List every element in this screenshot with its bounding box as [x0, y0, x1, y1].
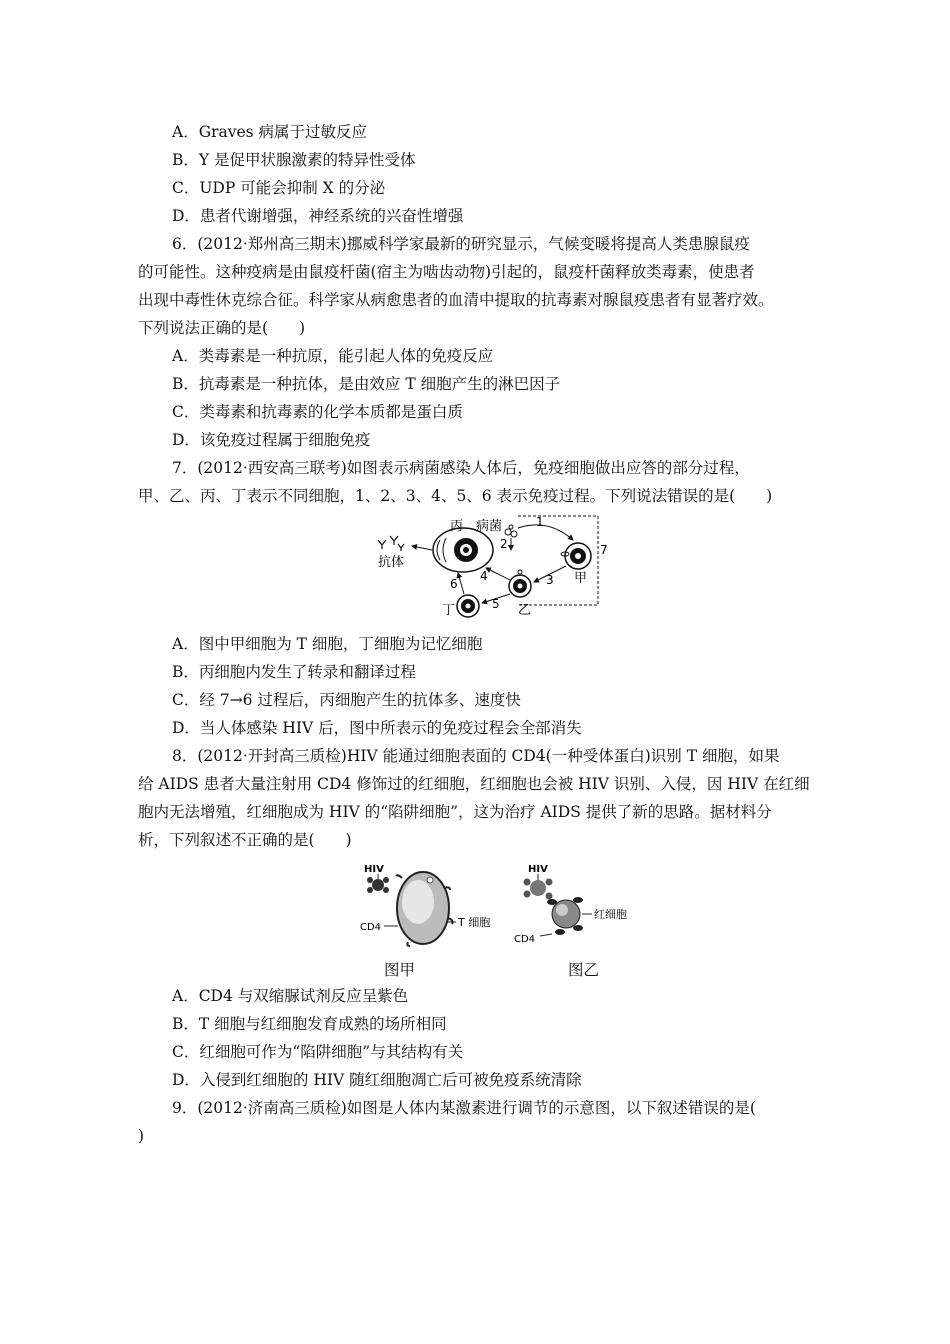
fig-a-hiv-label: HIV [364, 864, 384, 875]
label-6: 6 [450, 577, 458, 591]
q7-option-a: A．图中甲细胞为 T 细胞，丁细胞为记忆细胞 [172, 635, 483, 653]
label-kangti: 抗体 [378, 555, 405, 570]
q9-stem-line1: 9．(2012·济南高三质检)如图是人体内某激素进行调节的示意图，以下叙述错误的是( [172, 1099, 756, 1117]
q7-immune-diagram [368, 510, 618, 620]
label-7: 7 [600, 543, 608, 557]
bacteria-icon [505, 525, 517, 537]
label-1: 1 [536, 515, 544, 529]
red-blood-cell-icon [547, 897, 583, 935]
hiv-tcell-figure [358, 858, 498, 948]
t-cell-icon [396, 872, 453, 946]
label-bing: 丙 [450, 519, 464, 534]
q6-stem-line3: 出现中毒性休克综合征。科学家从病愈患者的血清中提取的抗毒素对腺鼠疫患者有显著疗效。 [138, 291, 774, 309]
q7-option-c: C．经 7→6 过程后，丙细胞产生的抗体多、速度快 [172, 691, 521, 709]
q8-option-d: D．入侵到红细胞的 HIV 随红细胞凋亡后可被免疫系统清除 [172, 1071, 582, 1089]
fig-b-hiv-label: HIV [528, 864, 548, 875]
q5-option-a: A．Graves 病属于过敏反应 [172, 123, 368, 141]
q6-option-d: D．该免疫过程属于细胞免疫 [172, 431, 371, 449]
label-ding: 丁 [442, 603, 456, 618]
q7-option-b: B．丙细胞内发生了转录和翻译过程 [172, 663, 416, 681]
label-jia: 甲 [574, 571, 588, 586]
q6-stem-line1: 6．(2012·郑州高三期末)挪威科学家最新的研究显示，气候变暖将提高人类患腺鼠疫 [172, 235, 750, 253]
hiv-virus-icon [367, 874, 389, 893]
fig-b-cd4-label: CD4 [514, 934, 536, 945]
label-2: 2 [500, 537, 508, 551]
q7-stem-line2: 甲、乙、丙、丁表示不同细胞，1、2、3、4、5、6 表示免疫过程。下列说法错误的是( ) [138, 487, 773, 505]
label-bingjun: 病菌 [476, 519, 503, 534]
q7-option-d: D．当人体感染 HIV 后，图中所表示的免疫过程会全部消失 [172, 719, 582, 737]
q8-stem-line2: 给 AIDS 患者大量注射用 CD4 修饰过的红细胞，红细胞也会被 HIV 识别、入侵，因 HIV 在红细 [138, 775, 810, 793]
q7-stem-line1: 7．(2012·西安高三联考)如图表示病菌感染人体后，免疫细胞做出应答的部分过程， [172, 459, 750, 477]
antibody-icon [378, 536, 404, 551]
q8-option-c: C．红细胞可作为“陷阱细胞”与其结构有关 [172, 1043, 464, 1061]
cell-jia [561, 543, 591, 569]
label-yi: 乙 [518, 603, 532, 618]
fig-a-cd4-label: CD4 [360, 922, 382, 933]
q6-stem-line4: 下列说法正确的是( ) [138, 319, 306, 337]
figure-b-caption: 图乙 [568, 961, 600, 979]
q6-option-a: A．类毒素是一种抗原，能引起人体的免疫反应 [172, 347, 494, 365]
label-4: 4 [480, 569, 488, 583]
q8-stem-line1: 8．(2012·开封高三质检)HIV 能通过细胞表面的 CD4(一种受体蛋白)识别 T 细胞，如果 [172, 747, 780, 765]
q5-option-b: B．Y 是促甲状腺激素的特异性受体 [172, 151, 416, 169]
label-3: 3 [546, 573, 554, 587]
cell-bing [433, 528, 493, 572]
q5-option-d: D．患者代谢增强，神经系统的兴奋性增强 [172, 207, 464, 225]
q8-stem-line3: 胞内无法增殖，红细胞成为 HIV 的“陷阱细胞”，这为治疗 AIDS 提供了新的思路。据材料分 [138, 803, 772, 821]
fig-a-tcell-label: T 细胞 [458, 916, 491, 929]
q9-stem-line2: ) [138, 1127, 145, 1145]
q6-option-b: B．抗毒素是一种抗体，是由效应 T 细胞产生的淋巴因子 [172, 375, 561, 393]
q6-option-c: C．类毒素和抗毒素的化学本质都是蛋白质 [172, 403, 463, 421]
cell-yi [509, 570, 531, 597]
label-5: 5 [492, 597, 500, 611]
q5-option-c: C．UDP 可能会抑制 X 的分泌 [172, 179, 386, 197]
cell-ding [457, 595, 479, 617]
q8-stem-line4: 析，下列叙述不正确的是( ) [138, 831, 352, 849]
q8-option-b: B．T 细胞与红细胞发育成熟的场所相同 [172, 1015, 447, 1033]
fig-b-rbc-label: 红细胞 [594, 908, 627, 921]
q8-option-a: A．CD4 与双缩脲试剂反应呈紫色 [172, 987, 409, 1005]
q6-stem-line2: 的可能性。这种疫病是由鼠疫杆菌(宿主为啮齿动物)引起的，鼠疫杆菌释放类毒素，使患者 [138, 263, 755, 281]
hiv-virus-icon [524, 874, 553, 900]
hiv-rbc-figure [512, 858, 642, 948]
figure-a-caption: 图甲 [384, 961, 416, 979]
